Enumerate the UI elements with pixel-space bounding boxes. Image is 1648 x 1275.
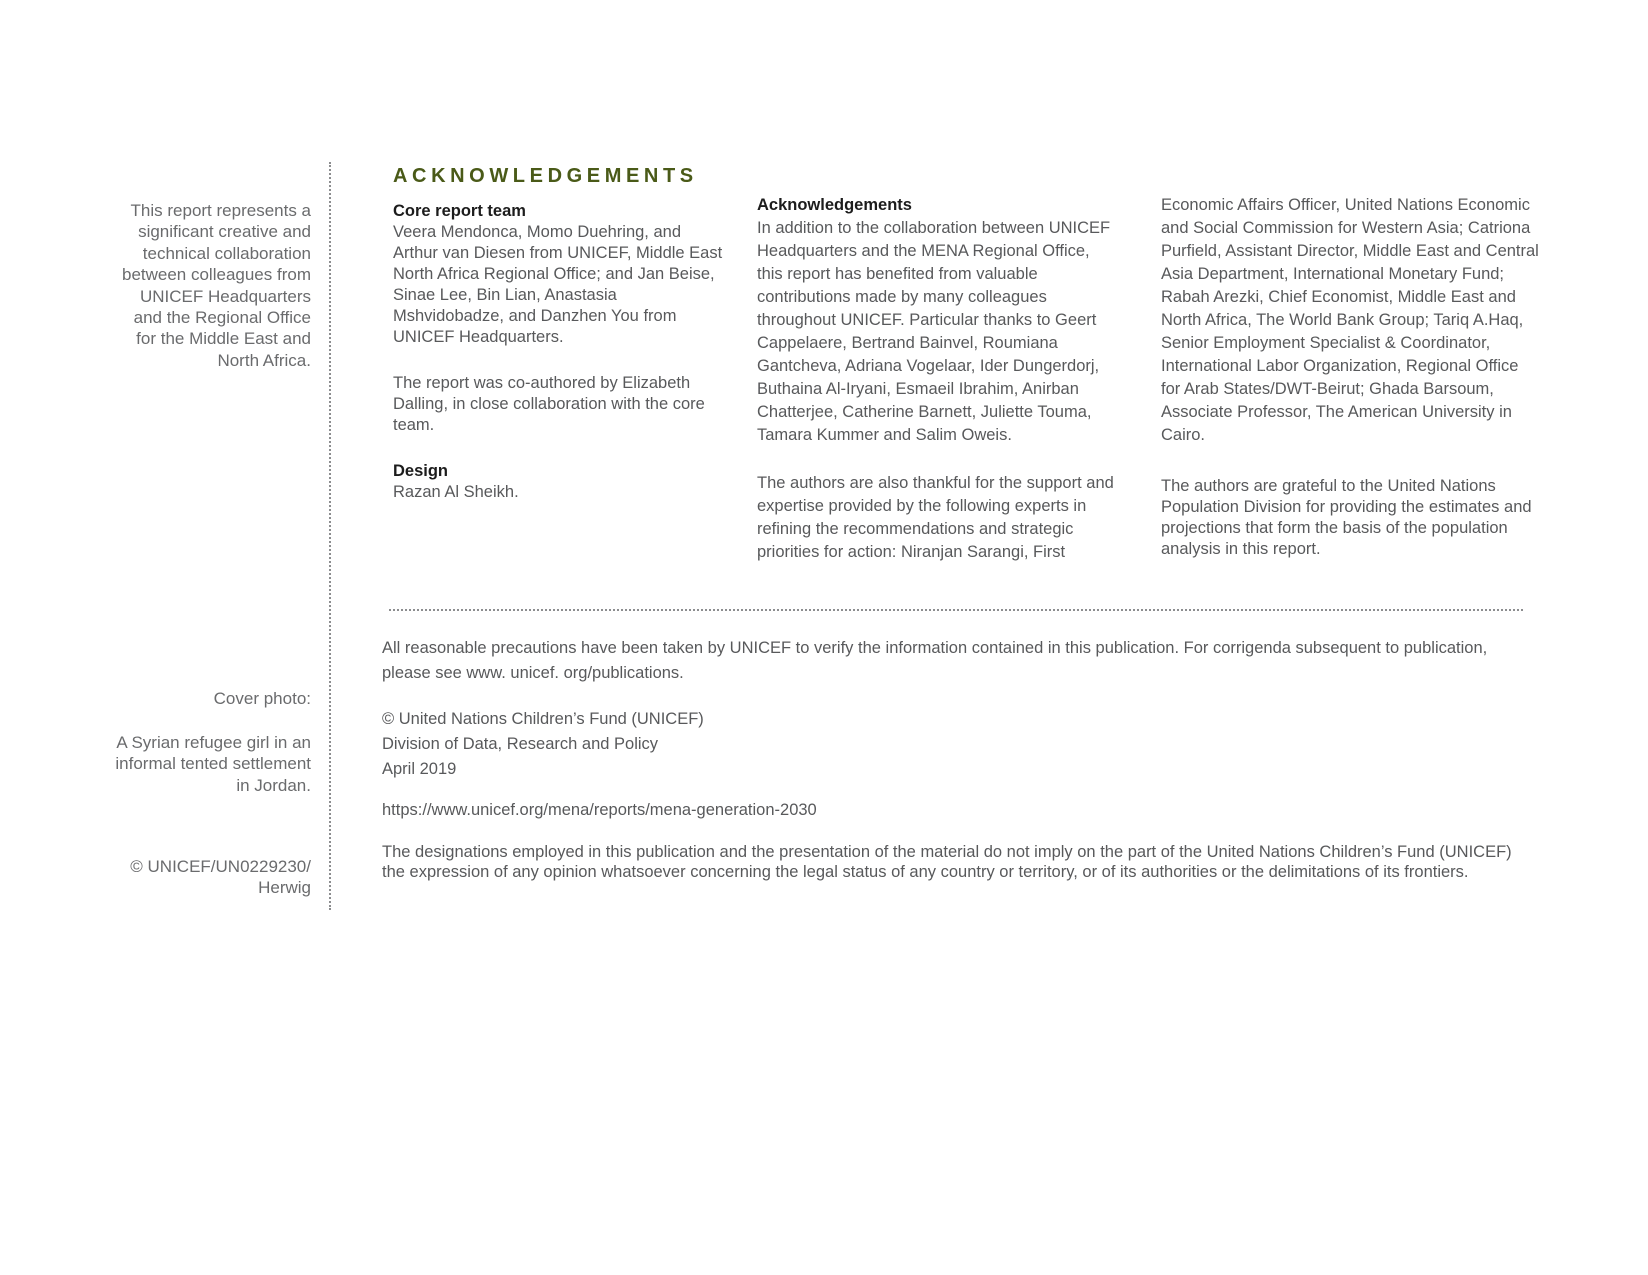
page-title: ACKNOWLEDGEMENTS xyxy=(393,165,698,187)
core-team-text: Veera Mendonca, Momo Duehring, and Arthur van Diesen from UNICEF, Middle East North Africa Regional Office; and Jan Beise, Sinae Lee, Bin Lian, Anastasia Mshvidobadze, and Danzhen You from UNICEF Headquarters. xyxy=(393,223,723,346)
column-acknowledgements xyxy=(757,194,1115,564)
acknowledgements-text: In addition to the collaboration between UNICEF Headquarters and the MENA Regional Office, this report has benefited from valuable contributions made by many colleagues throughout UNICEF. Particular thanks to Geert Cappelaere, Bertrand Bainvel, Roumiana Gantcheva, Adriana Vogelaar, Ider Dungerdorj, Buthaina Al-Iryani, Esmaeil Ibrahim, Anirban Chatterjee, Catherine Barnett, Juliette Touma, Tamara Kummer and Salim Oweis. xyxy=(757,219,1111,444)
photo-credit-line2: Herwig xyxy=(258,878,311,898)
division-line: Division of Data, Research and Policy xyxy=(382,735,659,753)
experts-continued-text: Economic Affairs Officer, United Nations Economic and Social Commission for Western Asia; Catriona Purfield, Assistant Director, Middle East and Central Asia Department, International Monetary Fund; Rabah Arezki, Chief Economist, Middle East and North Africa, The World Bank Group; Tariq A.Haq, Senior Employment Specialist & Coordinator, International Labor Organization, Regional Office for Arab States/DWT-Beirut; Ghada Barsoum, Associate Professor, The American University in Cairo. xyxy=(1161,196,1539,444)
population-division-text: The authors are grateful to the United Nations Population Division for providing the estimates and projections that form the basis of the population analysis in this report. xyxy=(1161,477,1532,558)
experts-text: The authors are also thankful for the support and expertise provided by the following experts in refining the recommendations and strategic priorities for action: Niranjan Sarangi, First xyxy=(757,474,1114,561)
copyright-line: © United Nations Children’s Fund (UNICEF) xyxy=(382,710,704,728)
report-url-link[interactable]: https://www.unicef.org/mena/reports/mena-generation-2030 xyxy=(382,801,817,819)
coauthor-text: The report was co-authored by Elizabeth Dalling, in close collaboration with the core team. xyxy=(393,374,705,434)
publisher-block xyxy=(382,707,1082,782)
core-team-heading: Core report team xyxy=(393,202,526,220)
photo-credit-line1: © UNICEF/UN0229230/ xyxy=(130,857,311,876)
acknowledgements-heading: Acknowledgements xyxy=(757,196,912,214)
sidebar-intro: This report represents a significant creative and technical collaboration between colleagues from UNICEF Headquarters and the Regional Office for the Middle East and North Africa. xyxy=(121,201,311,370)
design-heading: Design xyxy=(393,462,449,480)
designations-disclaimer: The designations employed in this publication and the presentation of the material do not imply on the part of the United Nations Children’s Fund (UNICEF) the expression of any opinion whatsoever concerning the legal status of any country or territory, or of its authorities or the delimitations of its frontiers. xyxy=(382,843,1512,881)
photo-credit xyxy=(100,856,311,899)
column-core-team xyxy=(393,201,723,503)
horizontal-dotted-divider xyxy=(389,609,1523,611)
cover-photo-label: Cover photo: xyxy=(213,689,311,708)
precautions-text: All reasonable precautions have been taken by UNICEF to verify the information contained in this publication. For corrigenda subsequent to publication, please see www. unicef. org/publications. xyxy=(382,639,1488,682)
cover-photo-caption: A Syrian refugee girl in an informal tented settlement in Jordan. xyxy=(115,733,311,795)
vertical-dotted-divider xyxy=(329,162,331,910)
publication-date: April 2019 xyxy=(382,760,457,778)
design-text: Razan Al Sheikh. xyxy=(393,483,519,501)
column-continued xyxy=(1161,194,1541,560)
